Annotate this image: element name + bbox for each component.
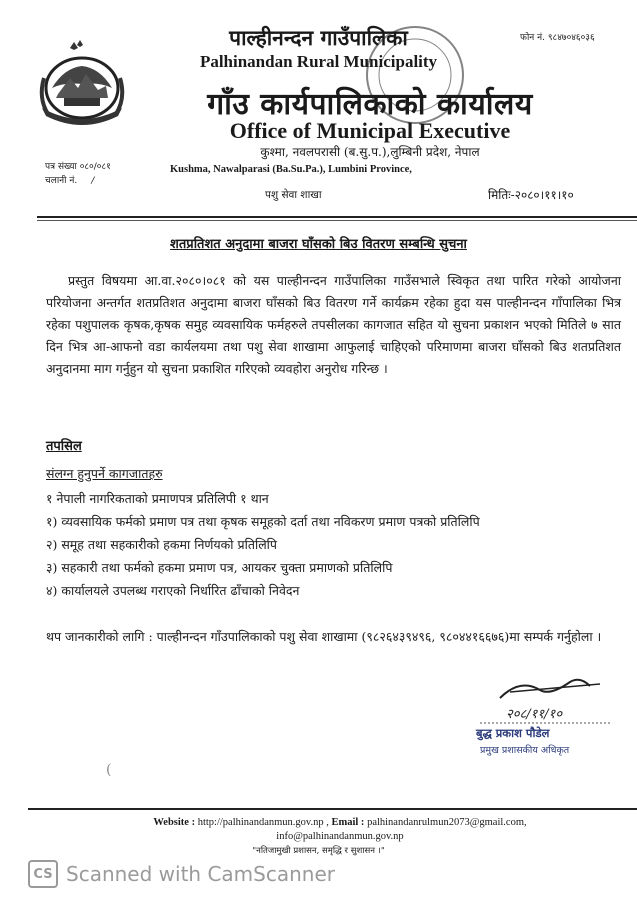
footer-divider xyxy=(28,808,637,810)
camscanner-text: Scanned with CamScanner xyxy=(66,862,335,886)
list-item: १) व्यवसायिक फर्मको प्रमाण पत्र तथा कृषक समूहको दर्ता तथा नविकरण प्रमाण पत्रको प्रतिलिपि xyxy=(46,514,480,529)
email-label: Email : xyxy=(331,817,365,828)
contact-info: थप जानकारीको लागि : पाल्हीनन्दन गाँउपालिकाको पशु सेवा शाखामा (९८२६४३९४९६, ९८०४४१६६७६)मा सम्पर्क गर्नुहोला । xyxy=(46,629,602,644)
notice-body: प्रस्तुत विषयमा आ.वा.२०८०।०८१ को यस पाल्हीनन्दन गाउँपालिका गाउँसभाले स्विकृत तथा पारित गरेको आयोजना परियोजना अन्तर्गत शतप्रतिशत अनुदामा बाजरा घाँसको बिउ वितरण गर्ने कार्यक्रम रहेका हुदा यस पाल्हीनन्दन गाँपालिका भित्र रहेका पशुपालक कृषक,कृषक समुह व्यवसायिक फर्महरुले तपसीलका कागजात सहित यो सुचना प्रकाशन भएको मितिले ७ सात दिन भित्र आ-आफनो वडा कार्यलयमा तथा पशु सेवा शाखामा आफुलाई चाहिएको परिमाणमा बाजरा घाँसको बिउ शतप्रतिशत अनुदानमा माग गर्नुहुन यो सुचना प्रकाशित गरिएको व्यवहोरा अनुरोध गरिन्छ । xyxy=(46,273,621,376)
email-link-secondary[interactable]: info@palhinandanmun.gov.np xyxy=(276,831,404,842)
footer-contact: Website : http://palhinandanmun.gov.np , Email : palhinandanrulmun2073@gmail.com, info@palhinandanmun.gov.np xyxy=(60,816,620,844)
website-label: Website : xyxy=(153,817,196,828)
required-documents-list xyxy=(46,487,626,602)
signer-title: प्रमुख प्रशासकीय अधिकृत xyxy=(480,745,570,756)
header-divider xyxy=(37,216,637,218)
letter-date: मितिः-२०८०।११।१० xyxy=(488,188,574,202)
footer-motto: "नतिजामुखी प्रशासन, समृद्धि र सुशासन ।" xyxy=(252,846,385,856)
municipality-name-english: Palhinandan Rural Municipality xyxy=(199,52,438,71)
required-documents-heading: संलग्न हुनुपर्ने कागजातहरु xyxy=(46,466,163,481)
camscanner-watermark xyxy=(28,860,335,888)
svg-text:२०८/११/१०: २०८/११/१० xyxy=(506,707,563,722)
handwritten-mark: / xyxy=(91,176,95,186)
list-item: २) समूह तथा सहकारीको हकमा निर्णयको प्रतिलिपि xyxy=(46,537,278,552)
email-link-primary[interactable]: palhinandanrulmun2073@gmail.com, xyxy=(367,817,527,828)
stray-mark: ( xyxy=(106,762,112,778)
address-nepali: कुश्मा, नवलपरासी (ब.सु.प.),लुम्बिनी प्रदेश, नेपाल xyxy=(260,145,480,159)
phone-number: फोन नं. ९८४७०४६०३६ xyxy=(520,33,595,43)
signer-name: बुद्ध प्रकाश पौडेल xyxy=(476,726,550,740)
branch-name: पशु सेवा शाखा xyxy=(265,189,322,201)
details-heading: तपसिल xyxy=(46,439,82,454)
letter-number: पत्र संख्या ०८०/०८१ xyxy=(45,162,111,172)
website-link[interactable]: http://palhinandanmun.gov.np xyxy=(197,817,324,828)
reference-block xyxy=(45,160,111,188)
list-item: १ नेपाली नागरिकताको प्रमाणपत्र प्रतिलिपी १ थान xyxy=(46,491,269,506)
office-title-english: Office of Municipal Executive xyxy=(229,118,511,143)
office-title-nepali: गाँउ कार्यपालिकाको कार्यालय xyxy=(207,87,533,122)
list-item: ३) सहकारी तथा फर्मको हकमा प्रमाण पत्र, आयकर चुक्ता प्रमाणको प्रतिलिपि xyxy=(46,560,393,575)
list-item: ४) कार्यालयले उपलब्ध गराएको निर्धारित ढाँचाको निवेदन xyxy=(46,583,300,598)
municipality-name-nepali: पाल्हीनन्दन गाउँपालिका xyxy=(229,25,408,50)
header-divider-thin xyxy=(37,220,637,221)
camscanner-logo: CS xyxy=(28,860,58,888)
dispatch-number: चलानी नं. xyxy=(45,176,78,186)
notice-subject: शतप्रतिशत अनुदामा बाजरा घाँसको बिउ वितरण सम्बन्धि सुचना xyxy=(170,237,467,252)
address-english: Kushma, Nawalparasi (Ba.Su.Pa.), Lumbini Province, xyxy=(170,164,412,175)
